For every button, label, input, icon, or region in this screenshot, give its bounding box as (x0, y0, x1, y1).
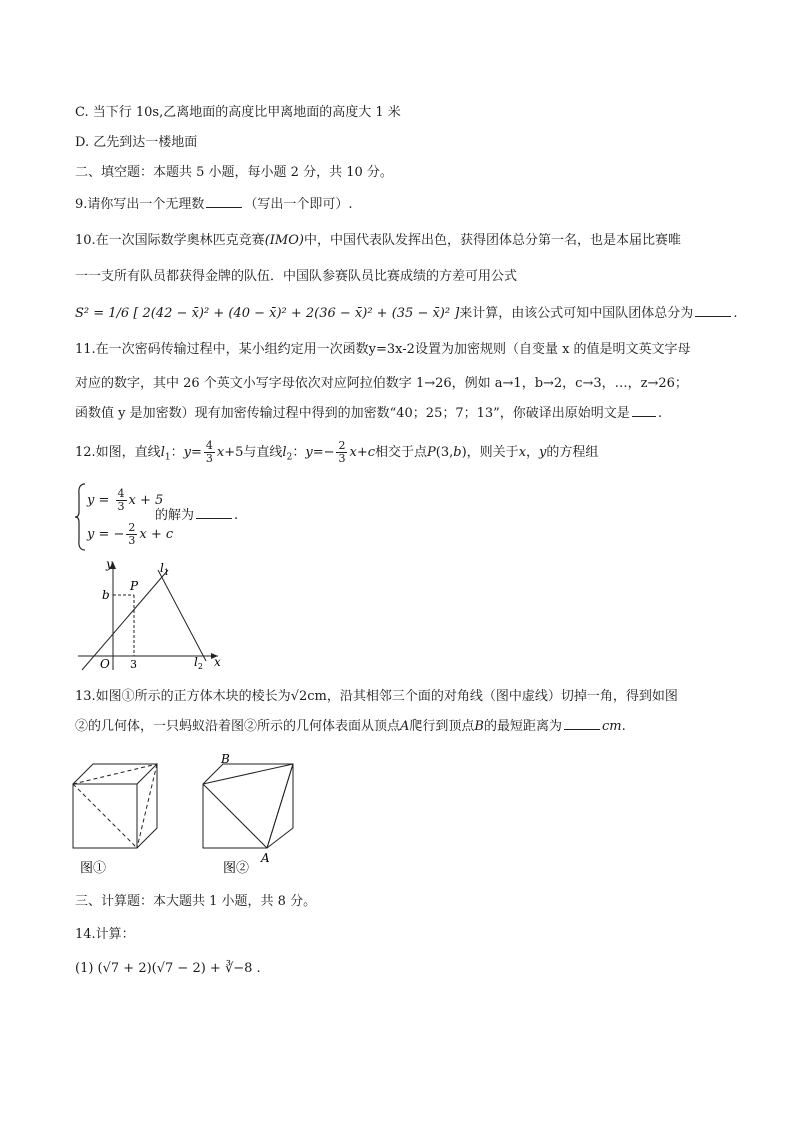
l1-label: $l_1$ (160, 561, 169, 577)
answer-blank-12[interactable] (196, 506, 232, 519)
figure-2-caption: 图② (223, 861, 250, 876)
question-14: 14.计算： (75, 927, 135, 942)
variance-formula: S² = 1/6 [ 2(42 − x̄)² + (40 − x̄)² + 2(36 − x̄)² + (35 − x̄)² ] (75, 306, 460, 321)
equation-1: y = $\frac{4}{3}$ x + 5 (87, 487, 164, 513)
l2-label: $l_2$ (194, 655, 203, 671)
question-10-line2: 一一支所有队员都获得金牌的队伍．中国队参赛队员比赛成绩的方差可用公式 (75, 269, 518, 284)
point-p-label: P (130, 579, 139, 593)
b-label: b (102, 588, 110, 602)
x-axis-label: x (214, 655, 221, 669)
question-11-line3: 函数值 y 是加密数）现有加密传输过程中得到的加密数“40；25；7；13”，你破译出原始明文是 . (75, 406, 662, 421)
equation-2: y = − $\frac{2}{3}$ x + c (87, 521, 174, 547)
question-13-line2: ②的几何体，一只蚂蚁沿着图②所示的几何体表面从顶点A爬行到顶点B的最短距离为 cm. (75, 719, 626, 734)
section-3-header: 三、计算题：本大题共 1 小题，共 8 分。 (75, 894, 317, 909)
vertex-a-label: A (261, 851, 270, 865)
y-axis-label: y (106, 558, 113, 571)
option-d: D. 乙先到达一楼地面 (75, 135, 198, 150)
option-c: C. 当下行 10s,乙离地面的高度比甲离地面的高度大 1 米 (75, 105, 401, 120)
question-11-line2: 对应的数字，其中 26 个英文小写字母依次对应阿拉伯数字 1→26，例如 a→1，b→2，c→3，…，z→26； (75, 376, 688, 391)
cube-figures (65, 752, 305, 880)
tick-3-label: 3 (130, 658, 137, 671)
answer-blank-9[interactable] (206, 195, 242, 208)
question-14-part-1: (1) (√7 + 2)(√7 − 2) + ∛−8 . (75, 961, 261, 976)
cube-figure-2 (203, 752, 293, 876)
question-9: 9.请你写出一个无理数 （写出一个即可）. (75, 197, 353, 212)
answer-blank-11[interactable] (632, 404, 656, 417)
line-graph-figure (70, 558, 230, 673)
answer-blank-13[interactable] (564, 717, 600, 730)
answer-blank-10[interactable] (695, 304, 731, 317)
question-13-line1: 13.如图①所示的正方体木块的棱长为√2cm，沿其相邻三个面的对角线（图中虚线）切掉一角，得到如图 (75, 689, 678, 704)
equation-system (75, 482, 239, 552)
vertex-b-label: B (221, 752, 230, 766)
cube-figure-1 (73, 764, 157, 876)
question-10-line1: 10.在一次国际数学奥林匹克竞赛(IMO)中，中国代表队发挥出色，获得团体总分第一名，也是本届比赛唯 (75, 233, 681, 248)
question-12-tail: 的解为 . (155, 508, 239, 523)
left-brace-icon (75, 482, 87, 552)
section-2-header: 二、填空题：本题共 5 小题，每小题 2 分，共 10 分。 (75, 165, 393, 180)
question-11-line1: 11.在一次密码传输过程中，某小组约定用一次函数y=3x-2设置为加密规则（自变量 x 的值是明文英文字母 (75, 342, 691, 357)
origin-label: O (100, 657, 110, 671)
question-10-line3: S² = 1/6 [ 2(42 − x̄)² + (40 − x̄)² + 2(36 − x̄)² + (35 − x̄)² ]来计算，由该公式可知中国队团体总分为 . (75, 306, 738, 321)
figure-1-caption: 图① (80, 861, 107, 876)
question-12-line1: 12.如图，直线$l_1$：y= $\frac{4}{3}$ x+5与直线$l_2$：y=− $\frac{2}{3}$ x+c相交于点P(3,b)，则关于x，y的方程组 (75, 439, 599, 465)
